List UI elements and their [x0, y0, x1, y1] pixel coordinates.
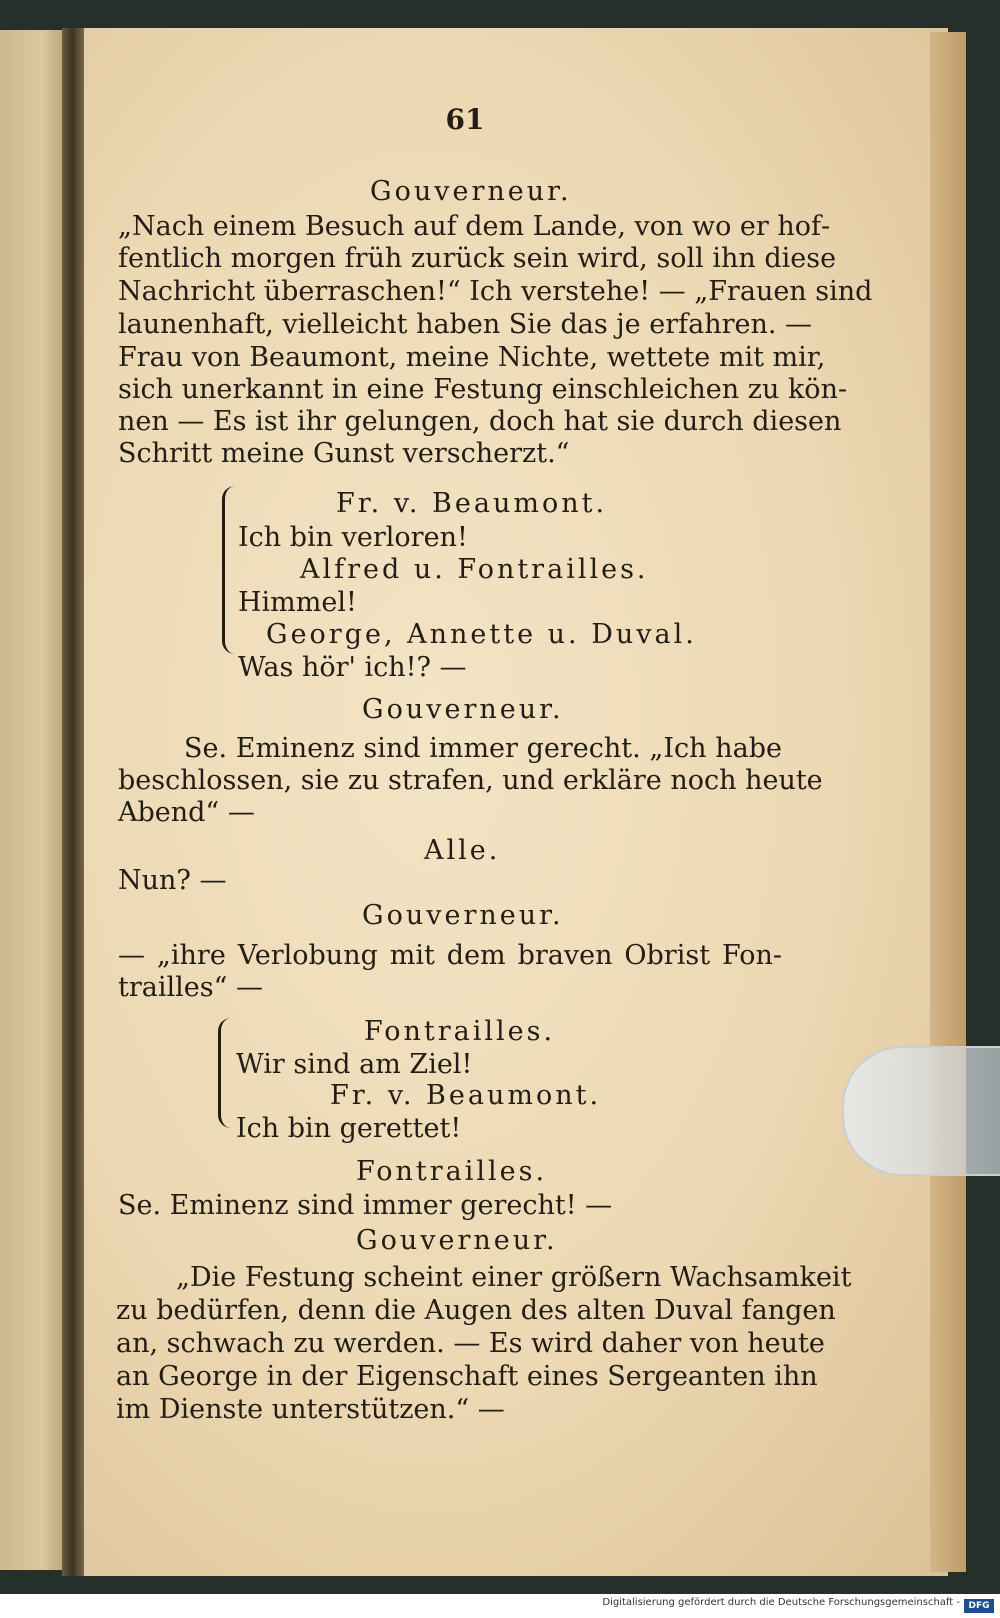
text-line: fentlich morgen früh zurück sein wird, soll ihn diese	[118, 243, 837, 274]
text-line: Nachricht überraschen!“ Ich verstehe! — „Frauen sind	[118, 276, 873, 307]
speaker-name: Fontrailles.	[356, 1156, 548, 1187]
text-line: an George in der Eigenschaft eines Sergeanten ihn	[116, 1361, 818, 1392]
speaker-name: Gouverneur.	[362, 694, 564, 725]
text-line: Se. Eminenz sind immer gerecht! —	[118, 1190, 613, 1221]
text-line: „Die Festung scheint einer größern Wachsamkeit	[176, 1262, 852, 1293]
text-line: Wir sind am Ziel!	[236, 1049, 473, 1080]
bookmark-clip	[842, 1046, 1000, 1176]
speaker-name: Fontrailles.	[364, 1016, 556, 1047]
text-line: Nun? —	[118, 865, 227, 896]
speaker-name: Gouverneur.	[356, 1225, 558, 1256]
text-line: beschlossen, sie zu strafen, und erkläre noch heute	[118, 765, 823, 796]
text-line: nen — Es ist ihr gelungen, doch hat sie durch diesen	[118, 406, 842, 437]
text-line: launenhaft, vielleicht haben Sie das je erfahren. —	[118, 309, 813, 340]
text-line: Himmel!	[238, 587, 357, 618]
text-line: Ich bin gerettet!	[236, 1113, 462, 1144]
speaker-name: George, Annette u. Duval.	[266, 619, 697, 650]
text-line: sich unerkannt in eine Festung einschleichen zu kön‐	[118, 374, 848, 405]
brace	[218, 1018, 231, 1128]
text-line: an, schwach zu werden. — Es wird daher von heute	[116, 1328, 825, 1359]
speaker-name: Alfred u. Fontrailles.	[300, 554, 649, 585]
speaker-name: Fr. v. Beaumont.	[336, 488, 608, 519]
text-line: zu bedürfen, denn die Augen des alten Duval fangen	[116, 1295, 836, 1326]
text-line: „Nach einem Besuch auf dem Lande, von wo er hof‐	[118, 211, 831, 242]
speaker-name: Alle.	[424, 835, 501, 866]
left-page-edge	[0, 30, 70, 1570]
text-line: Was hör' ich!? —	[238, 652, 467, 683]
speaker-name: Gouverneur.	[370, 176, 572, 207]
brace	[222, 486, 235, 654]
text-line: Ich bin verloren!	[238, 522, 468, 553]
digitization-credit: Digitalisierung gefördert durch die Deutsche Forschungsgemeinschaft -	[602, 1597, 960, 1608]
text-line: — „ihre Verlobung mit dem braven Obrist Fon‐	[118, 940, 782, 971]
text-line: Abend“ —	[118, 797, 255, 828]
text-line: Schritt meine Gunst verscherzt.“	[118, 438, 570, 469]
text-line: im Dienste unterstützen.“ —	[116, 1394, 505, 1425]
speaker-name: Fr. v. Beaumont.	[330, 1080, 602, 1111]
text-line: Frau von Beaumont, meine Nichte, wettete mit mir,	[118, 342, 826, 373]
text-line: trailles“ —	[118, 972, 263, 1003]
page-number: 61	[445, 103, 485, 136]
speaker-name: Gouverneur.	[362, 900, 564, 931]
page-stack-edge	[930, 32, 966, 1572]
dfg-logo: DFG	[964, 1599, 994, 1613]
text-line: Se. Eminenz sind immer gerecht. „Ich habe	[184, 733, 782, 764]
